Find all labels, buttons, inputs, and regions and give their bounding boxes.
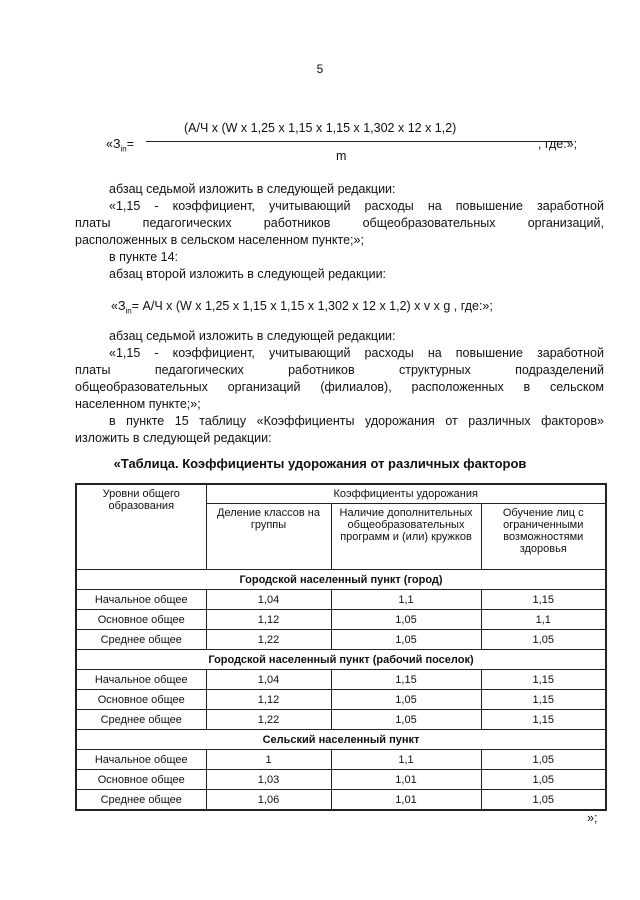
formula2-symbol: «З xyxy=(111,299,126,313)
section-city: Городской населенный пункт (город) xyxy=(76,570,606,590)
formula-numerator: (А/Ч x (W x 1,25 x 1,15 x 1,15 x 1,302 x 12 x 1,2) xyxy=(184,121,457,135)
value-cell: 1,05 xyxy=(331,710,481,730)
level-cell: Среднее общее xyxy=(76,710,206,730)
value-cell: 1,03 xyxy=(206,770,331,790)
level-cell: Среднее общее xyxy=(76,630,206,650)
table-row xyxy=(76,790,606,811)
value-cell: 1,22 xyxy=(206,710,331,730)
value-cell: 1,15 xyxy=(481,670,606,690)
section-workers-settlement: Городской населенный пункт (рабочий поселок) xyxy=(76,650,606,670)
formula2-body: = А/Ч x (W x 1,25 x 1,15 x 1,15 x 1,302 x 12 x 1,2) x v x g , где:»; xyxy=(131,299,493,313)
paragraph-point-15-line2: изложить в следующей редакции: xyxy=(75,431,272,445)
table-row xyxy=(76,770,606,790)
formula2-subscript: in xyxy=(125,306,132,316)
formula-lhs-symbol: «З xyxy=(106,137,121,151)
quote2-line3: общеобразовательных организаций (филиалов), расположенных в сельском xyxy=(75,380,604,394)
paragraph-edit-2: абзац второй изложить в следующей редакции: xyxy=(109,267,387,281)
value-cell: 1,05 xyxy=(331,630,481,650)
value-cell: 1,05 xyxy=(481,630,606,650)
value-cell: 1,06 xyxy=(206,790,331,811)
level-cell: Начальное общее xyxy=(76,590,206,610)
formula-denominator: m xyxy=(336,149,347,163)
value-cell: 1,05 xyxy=(481,750,606,770)
paragraph-point-14: в пункте 14: xyxy=(109,250,179,264)
paragraph-edit-7: абзац седьмой изложить в следующей редакции: xyxy=(109,182,396,196)
table-title: «Таблица. Коэффициенты удорожания от различных факторов xyxy=(113,456,527,471)
header-coefficients-group: Коэффициенты удорожания xyxy=(206,484,606,504)
quote1-line2: платы педагогических работников общеобразовательных организаций, xyxy=(75,216,604,230)
value-cell: 1,05 xyxy=(331,610,481,630)
paragraph-edit-7b: абзац седьмой изложить в следующей редакции: xyxy=(109,329,396,343)
quote2-line2: платы педагогических работников структурных подразделений xyxy=(75,363,604,377)
level-cell: Основное общее xyxy=(76,690,206,710)
value-cell: 1,1 xyxy=(331,590,481,610)
value-cell: 1,15 xyxy=(481,590,606,610)
value-cell: 1 xyxy=(206,750,331,770)
page-number: 5 xyxy=(316,62,324,76)
value-cell: 1,05 xyxy=(481,770,606,790)
value-cell: 1,01 xyxy=(331,770,481,790)
quote2-line1: «1,15 - коэффициент, учитывающий расходы на повышение заработной xyxy=(109,346,604,360)
section-rural: Сельский населенный пункт xyxy=(76,730,606,750)
level-cell: Начальное общее xyxy=(76,670,206,690)
quote1-line3: расположенных в сельском населенном пункте;»; xyxy=(75,233,364,247)
value-cell: 1,05 xyxy=(481,790,606,811)
value-cell: 1,05 xyxy=(331,690,481,710)
value-cell: 1,1 xyxy=(481,610,606,630)
header-class-division: Деление классов на группы xyxy=(206,504,331,570)
table-row xyxy=(76,710,606,730)
header-disabilities: Обучение лиц с ограниченными возможностями здоровья xyxy=(481,504,606,570)
formula-second xyxy=(111,299,493,316)
closing-quote: »; xyxy=(587,811,598,825)
coefficients-table xyxy=(75,483,607,811)
formula-lhs-equals: = xyxy=(126,137,135,151)
formula-main xyxy=(106,121,596,165)
header-additional-programs: Наличие дополнительных общеобразовательных программ и (или) кружков xyxy=(331,504,481,570)
formula-lhs-subscript: in xyxy=(120,144,127,154)
table-row xyxy=(76,630,606,650)
value-cell: 1,04 xyxy=(206,590,331,610)
level-cell: Среднее общее xyxy=(76,790,206,811)
value-cell: 1,12 xyxy=(206,690,331,710)
value-cell: 1,04 xyxy=(206,670,331,690)
value-cell: 1,12 xyxy=(206,610,331,630)
value-cell: 1,01 xyxy=(331,790,481,811)
formula-rhs: , где:»; xyxy=(538,137,578,151)
quote2-line4: населенном пункте;»; xyxy=(75,397,201,411)
value-cell: 1,15 xyxy=(481,710,606,730)
fraction-line xyxy=(146,141,572,142)
value-cell: 1,15 xyxy=(481,690,606,710)
level-cell: Основное общее xyxy=(76,610,206,630)
table-row xyxy=(76,750,606,770)
formula-lhs xyxy=(106,137,134,154)
table-row xyxy=(76,590,606,610)
table-row xyxy=(76,690,606,710)
header-education-levels: Уровни общего образования xyxy=(76,484,206,570)
quote1-line1: «1,15 - коэффициент, учитывающий расходы на повышение заработной xyxy=(109,199,604,213)
value-cell: 1,1 xyxy=(331,750,481,770)
value-cell: 1,22 xyxy=(206,630,331,650)
value-cell: 1,15 xyxy=(331,670,481,690)
level-cell: Начальное общее xyxy=(76,750,206,770)
table-row xyxy=(76,610,606,630)
level-cell: Основное общее xyxy=(76,770,206,790)
paragraph-point-15-line1: в пункте 15 таблицу «Коэффициенты удорожания от различных факторов» xyxy=(109,414,604,428)
table-row xyxy=(76,670,606,690)
